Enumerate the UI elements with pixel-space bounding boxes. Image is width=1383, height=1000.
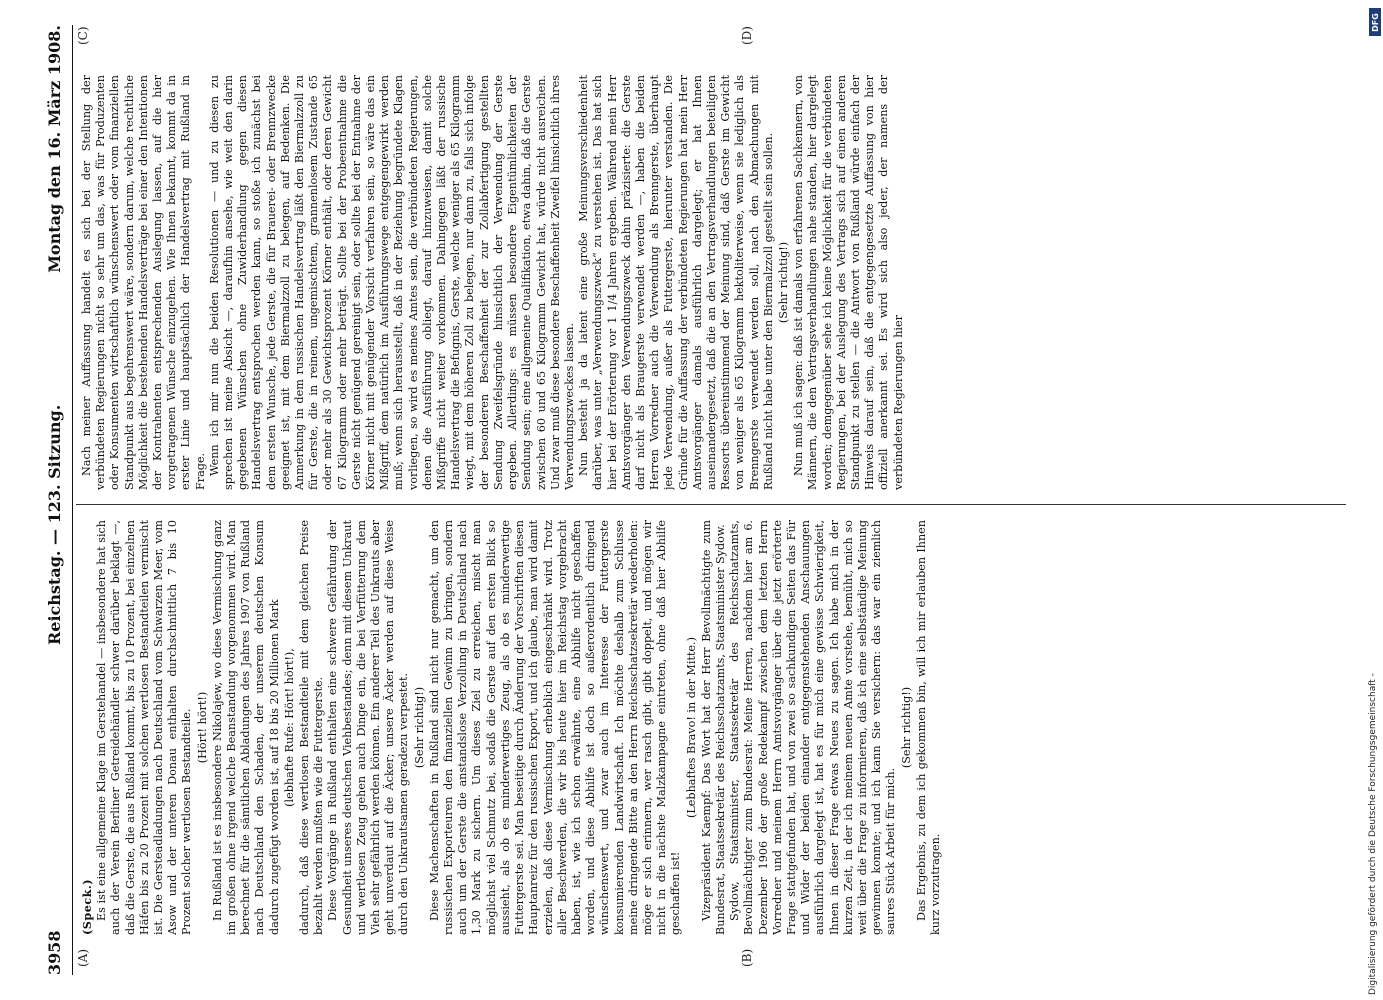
- paragraph: Nun muß ich sagen: daß ist damals von erfahrenen Sachkennern, von Männern, die den Vertragsverhandlungen nahe standen, hier dargelegt worden; demgegenüber sehe ich keine Möglichkeit für die verbündeten Regierungen, bei der Auslegung des Vertrags sich auf einen anderen Standpunkt zu stellen — die Antwort von Rußland würde einfach der Hinweis darauf sein, daß die entgegengesetzte Auffassung von hier offiziell anerkannt sei. Es wird sich also jeder, der namens der verbündeten Regierungen hier: [792, 75, 905, 490]
- presiding-officer-statement: Vizepräsident Kaempf: Das Wort hat der Herr Bevollmächtigte zum Bundesrat, Staatssekretär des Reichsschatzamts, Staatsminister Sydow.: [699, 520, 727, 935]
- interjection: (Sehr richtig!): [412, 686, 426, 769]
- paragraph: In Rußland ist es insbesondere Nikolajew, wo diese Vermischung ganz im großen ohne irgend welche Beanstandung vorgenommen wird. Man berechnet für die sämtlichen Abladungen des Jahres 1907 von Rußland nach Deutschland den Schaden, der unserem deutschen Konsum dadurch zugefügt worden ist, auf 18 bis 20 Millionen Mark: [210, 520, 281, 935]
- paragraph: Nach meiner Auffassung handelt es sich bei der Stellung der verbündeten Regierungen nicht so sehr um das, was für Produzenten oder Konsumenten wirtschaftlich wünschenswert oder vom finanziellen Standpunkt aus begehrenswert wäre, sondern darum, welche rechtliche Möglichkeit die bestehenden Handelsverträge bei einer den Intentionen der Kontrahenten entsprechenden Auslegung lassen, auf die hier vorgetragenen Wünsche einzugehen. Wie Ihnen bekannt, kommt da in erster Linie und hauptsächlich der Handelsvertrag mit Rußland in Frage.: [80, 75, 207, 490]
- margin-marker-d: (D): [740, 26, 754, 45]
- session-date: Montag den 16. März 1908.: [45, 25, 64, 273]
- margin-marker-a: (A): [76, 948, 90, 967]
- dfg-logo: DFG: [1369, 8, 1381, 36]
- interjection: (Lebhaftes Bravo! in der Mitte.): [684, 637, 698, 818]
- speech-paragraph: Sydow, Staatsminister, Staatssekretär des Reichsschatzamts, Bevollmächtigter zum Bundesrat: Meine Herren, nachdem hier am 6. Dezember 1906 der große Redekampf zwischen dem letzten Herrn Vorredner und meinem Herrn Amtsvorgänger über die jetzt erörterte Frage stattgefunden hat, und von zwei so sachkundigen Seiten das Für und Wider der beiden einander entgegenstehenden Anschauungen ausführlich dargelegt ist, hat es für mich eine gewisse Schwierigkeit, Ihnen in dieser Frage etwas Neues zu sagen. Ich habe mich in der kurzen Zeit, in der ich meinem neuen Amte vorstehe, bemüht, mich so weit über die Frage zu informieren, daß ich eine selbständige Meinung gewinnen konnte; und ich kann Sie versichern: das war ein ziemlich saures Stück Arbeit für mich.: [728, 520, 898, 935]
- rotated-document-page: [40, 25, 1350, 975]
- interjection: (Hört! hört!): [195, 691, 209, 764]
- paragraph: Nun besteht ja da latent eine große Meinungsverschiedenheit darüber, was unter „Verwendungszweck“ zu verstehen ist. Das hat sich hier bei der Erörterung vor 1 1/4 Jahren ergeben. Während mein Herr Amtsvorgänger den Verwendungszweck dahin präzisierte: die Gerste darf nicht als Braugerste verwendet werden —, haben die beiden Herren Vorredner auch die Verwendung als Brenngerste, überhaupt jede Verwendung, außer als Futtergerste, hierunter verstanden. Die Gründe für die Auffassung der verbündeten Regierungen hat mein Herr Amtsvorgänger damals ausführlich dargelegt; er hat Ihnen auseinandergesetzt, daß die an den Vertragsverhandlungen beteiligten Ressorts übereinstimmend der Meinung sind, daß Gerste im Gewicht von weniger als 65 Kilogramm hektoliterweise, wenn sie lediglich als Brenngerste verwendet werden soll, nach den Abmachungen mit Rußland nicht habe unter den Biermalzzoll gestellt sein sollen.: [577, 75, 775, 490]
- paragraph: Diese Machenschaften in Rußland sind nicht nur gemacht, um den russischen Exporteuren den finanziellen Gewinn zu bringen, sondern auch um der Gerste die anstandslose Verzollung in Deutschland nach 1,30 Mark zu sichern. Um dieses Ziel zu erreichen, mischt man möglichst viel Schmutz bei, sodaß die Gerste auf den ersten Blick so aussieht, als ob es minderwertiges Zeug, als ob es minderwertige Futtergerste sei. Man beseitige durch Änderung der Vorschriften diesen Hauptanreiz für den russischen Export, und ich glaube, man wird damit erzielen, daß diese Vermischung erheblich eingeschränkt wird. Trotz aller Beschwerden, die wir bis heute hier im Reichstag vorgebracht haben, ist, wie ich schon erwähnte, eine Abhilfe nicht geschaffen worden, und diese Abhilfe ist doch so außerordentlich dringend wünschenswert, und zwar auch im Interesse der Futtergerste konsumierenden Landwirtschaft. Ich möchte deshalb zum Schlusse meine dringende Bitte an den Herrn Reichsschatzsekretär wiederholen: möge er sich erinnern, wer rasch gibt, gibt doppelt, und mögen wir nicht in die nächste Malzkampagne eintreten, ohne daß hier Abhilfe geschaffen ist!: [427, 520, 683, 935]
- interjection: (Sehr richtig!): [899, 686, 913, 769]
- page-number: 3958: [45, 930, 64, 975]
- paragraph: Das Ergebnis, zu dem ich gekommen bin, will ich mir erlauben Ihnen kurz vorzutragen.: [914, 520, 942, 935]
- header-rule: [72, 25, 73, 975]
- paragraph: Wenn ich mir nun die beiden Resolutionen — und zu diesen zu sprechen ist meine Absicht —, daraufhin ansehe, wie weit den darin gegebenen Wünschen ohne Zuwiderhandlung gegen diesen Handelsvertrag entsprochen werden kann, so stoße ich zunächst bei dem ersten Wunsche, jede Gerste, die für Brauerei- oder Brennzwecke geeignet ist, mit dem Biermalzzoll zu belegen, auf Bedenken. Die Anmerkung in dem russischen Handelsvertrag läßt den Biermalzzoll zu für Gerste, die in reinem, ungemischtem, grannenlosem Zustande 65 oder mehr als 30 Gewichtsprozent Körner enthält, oder deren Gewicht 67 Kilogramm oder mehr beträgt. Sollte bei der Probeentnahme die Gerste nicht genügend gereinigt sein, oder sollte bei der Entnahme der Körner nicht mit genügender Vorsicht verfahren sein, so wäre das ein Mißgriff, dem natürlich im Ausführungswege entgegengewirkt werden muß; wenn sich herausstellt, daß in der Beziehung begründete Klagen vorliegen, so wird es meines Amtes sein, die verbündeten Regierungen, denen die Ausführung obliegt, darauf hinzuweisen, damit solche Mißgriffe nicht weiter vorkommen. Dahingegen läßt der russische Handelsvertrag die Befugnis, Gerste, welche weniger als 65 Kilogramm wiegt, mit dem höheren Zoll zu belegen, nur dann zu, falls sich infolge der besonderen Beschaffenheit der zur Zollabfertigung gestellten Sendung Zweifelsgründe hinsichtlich der Verwendung der Gerste ergeben. Allerdings: es müssen besondere Eigentümlichkeiten der Sendung sein; eine allgemeine Qualifikation, etwa dahin, daß die Gerste zwischen 60 und 65 Kilogramm Gewicht hat, würde nicht ausreichen. Und zwar muß diese besondere Beschaffenheit Zweifel hinsichtlich ihres Verwendungszweckes lassen.: [207, 75, 576, 490]
- left-text-column: [80, 520, 1345, 935]
- paragraph: Es ist eine allgemeine Klage im Gerstehandel — insbesondere hat sich auch der Verein Berliner Getreidehändler schwer darüber beklagt —, daß die Gerste, die aus Rußland kommt, bis zu 10 Prozent, bei einzelnen Häfen bis zu 20 Prozent mit solchen wertlosen Bestandteilen vermischt ist. Die Gersteadladungen nach Deutschland vom Schwarzen Meer, vom Asow und der unteren Donau enthalten durchschnittlich 7 bis 10 Prozent solcher wertlosen Bestandteile.: [95, 520, 194, 935]
- page-header: [40, 25, 70, 975]
- paragraph: Diese Vorgänge in Rußland enthalten eine schwere Gefährdung der Gesundheit unseres deutschen Viehbestandes; denn mit diesem Unkraut und wertlosen Zeug gehen auch Dinge ein, die bei Verfütterung dem Vieh sehr gefährlich werden können. Ein anderer Teil des Unkrauts aber geht unverdaut auf die Äcker; unsere Äcker werden auf diese Weise durch den Unkrautsamen geradezu verpestet.: [326, 520, 411, 935]
- margin-marker-b: (B): [740, 948, 754, 967]
- interjection: (lebhafte Rufe: Hört! hört!),: [282, 648, 296, 807]
- right-text-column: [80, 75, 1345, 490]
- speaker-continuation: (Speck.): [80, 878, 94, 935]
- margin-marker-c: (C): [76, 26, 90, 45]
- column-divider: [76, 504, 1346, 505]
- session-title: Reichstag. — 123. Sitzung.: [45, 404, 64, 645]
- digitization-credit: Digitalisierung gefördert durch die Deutsche Forschungsgemeinschaft -: [1368, 673, 1378, 995]
- interjection: (Sehr richtig!): [776, 241, 790, 324]
- paragraph: dadurch, daß diese wertlosen Bestandteile mit dem gleichen Preise bezahlt werden mußten wie die Futtergerste.: [298, 520, 326, 935]
